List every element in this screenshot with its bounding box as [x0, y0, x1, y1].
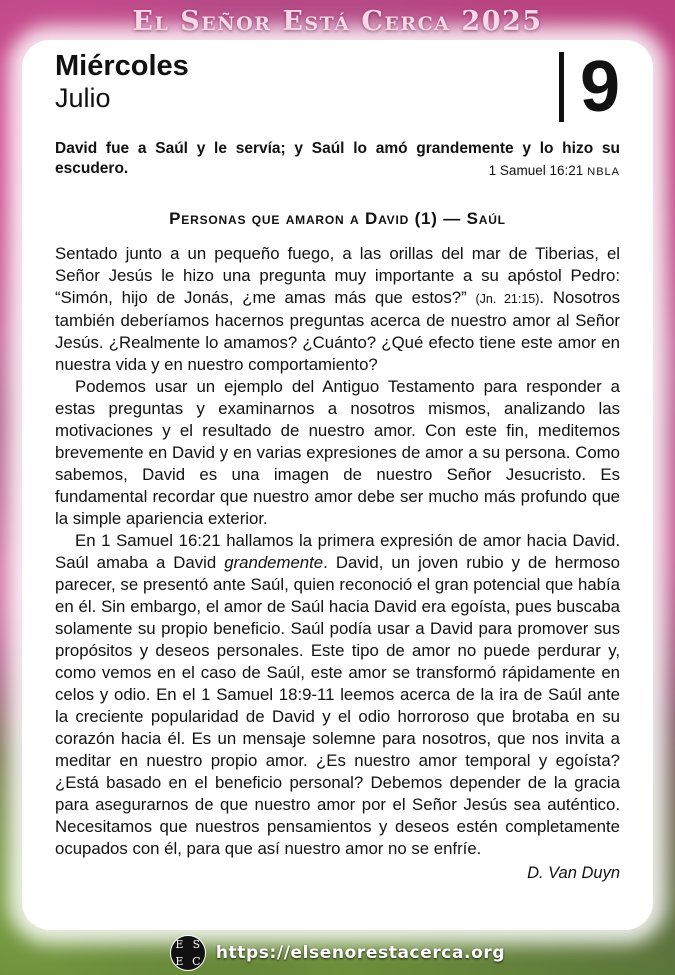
devotional-body — [55, 243, 620, 860]
paragraph-1: Sentado junto a un pequeño fuego, a las orillas del mar de Tiberias, el Señor Jesús le hizo una pregunta muy importante a su apóstol Pedro: “Simón, hijo de Jonás, ¿me amas más que estos?” (Jn. 21:15). Nosotros también deberíamos hacernos preguntas acerca de nuestro amor al Señor Jesús. ¿Realmente lo amamos? ¿Cuánto? ¿Qué efecto tiene este amor en nuestra vida y en nuestro comportamiento? — [55, 244, 620, 374]
date-heading — [55, 50, 620, 113]
paragraph-2: Podemos usar un ejemplo del Antiguo Testamento para responder a estas preguntas y examinarnos a nosotros mismos, analizando las motivaciones y el resultado de nuestro amor. Con este fin, meditemos brevemente en David y en varias expresiones de amor a su persona. Como sabemos, David es una imagen de nuestro Señor Jesucristo. Es fundamental recordar que nuestro amor debe ser mucho más profundo que la simple apariencia exterior. — [55, 377, 620, 528]
verse-text: David fue a Saúl y le servía; y Saúl lo amó grandemente y lo hizo su escudero. — [55, 140, 620, 177]
devotional-page — [55, 47, 620, 883]
weekday: Miércoles — [55, 50, 189, 82]
website-link[interactable]: https://elsenorestacerca.org — [215, 943, 506, 963]
day-number: 9 — [579, 47, 620, 127]
author: D. Van Duyn — [527, 864, 620, 882]
paragraph-3: En 1 Samuel 16:21 hallamos la primera expresión de amor hacia David. Saúl amaba a David grandemente. David, un joven rubio y de hermoso parecer, se presentó ante Saúl, quien reconoció el gran potencial que había en él. Sin embargo, el amor de Saúl hacia David era egoísta, pues buscaba solamente su propio beneficio. Saúl podía usar a David para promover sus propósitos y deseos personales. Este tipo de amor no puede perdurar y, como vemos en el caso de Saúl, este amor se transformó rápidamente en celos y odio. En el 1 Samuel 18:9-11 leemos acerca de la ira de Saúl ante la creciente popularidad de David y el odio horroroso que brotaba en su corazón hacia él. Es un mensaje solemne para nosotros, que nos invita a meditar en nuestro propio amor. ¿Es nuestro amor temporal y egoísta? ¿Está basado en el beneficio personal? Debemos depender de la gracia para asegurarnos de que nuestro amor por el Señor Jesús sea auténtico. Necesitamos que nuestros pensamientos y deseos estén completamente ocupados con él, para que así nuestro amor no se enfríe. — [55, 531, 620, 858]
day-divider — [559, 52, 564, 122]
emphasis: grandemente — [224, 553, 324, 572]
header-title: El Señor Está Cerca 2025 — [132, 6, 543, 37]
section-title: Personas que amaron a David (1) — Saúl — [169, 209, 506, 228]
scripture-reference: (Jn. 21:15) — [475, 292, 540, 306]
verse-of-the-day — [55, 139, 620, 179]
footer — [0, 935, 675, 971]
month: Julio — [55, 83, 111, 113]
logo-icon: E S E C — [170, 935, 206, 971]
verse-reference: 1 Samuel 16:21 NBLA — [488, 163, 620, 178]
day-block — [559, 47, 620, 127]
verse-version: NBLA — [587, 166, 620, 178]
